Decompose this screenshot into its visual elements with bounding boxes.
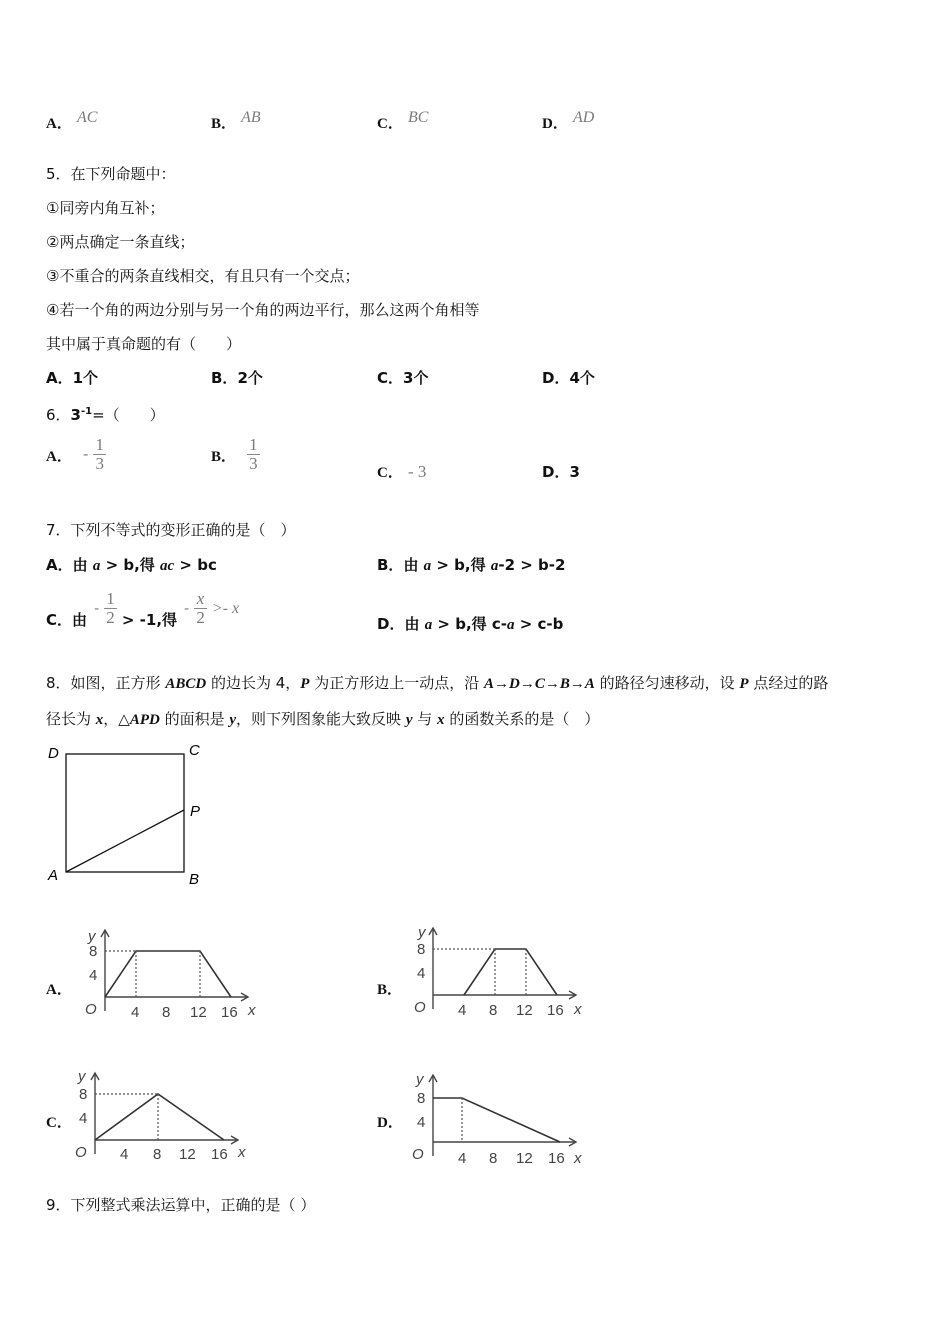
numerator: x: [194, 590, 207, 609]
q6-stem: [46, 402, 165, 425]
minus-sign: -: [94, 599, 100, 617]
text: 的面积是: [159, 710, 230, 728]
option-text: > b,得: [100, 556, 161, 574]
var-a: a: [423, 558, 432, 574]
x-tick-16: 16: [547, 1002, 564, 1019]
graph-c: [58, 1064, 258, 1164]
q8-option-c-label: C．: [46, 1115, 72, 1131]
x-tick-12: 12: [516, 1002, 533, 1019]
text: 径长为: [46, 710, 96, 728]
q5-option-a: [46, 368, 98, 388]
rhs-expression: >- x: [211, 600, 240, 617]
q5-option-b: [211, 368, 263, 388]
numerator: 1: [106, 589, 115, 608]
option-label: A．: [46, 369, 73, 387]
graph-d: [398, 1068, 598, 1168]
denominator: 2: [196, 608, 205, 627]
option-value: 1个: [72, 369, 99, 387]
q5-question: 其中属于真命题的有（ ）: [46, 335, 242, 353]
x-tick-16: 16: [221, 1004, 238, 1021]
option-label: C．: [46, 611, 73, 629]
option-label: C．: [377, 465, 403, 481]
x-tick-16: 16: [548, 1150, 565, 1167]
var: P: [300, 676, 310, 692]
x-tick-12: 12: [516, 1150, 533, 1167]
y-tick-4: 4: [417, 1114, 426, 1131]
q9-stem: 9．下列整式乘法运算中，正确的是（ ）: [46, 1196, 316, 1214]
origin-label: O: [85, 1001, 97, 1018]
text: 与: [412, 710, 438, 728]
origin-label: O: [414, 999, 426, 1016]
fraction: [247, 436, 260, 473]
origin-label: O: [75, 1144, 87, 1161]
denominator: 3: [95, 454, 104, 473]
option-value: AC: [76, 109, 98, 126]
option-label: A．: [46, 449, 72, 465]
y-axis-label: y: [88, 928, 96, 945]
option-value: AB: [241, 109, 261, 126]
q6-option-c: [377, 461, 426, 482]
text: 为正方形边上一动点，沿: [309, 674, 484, 692]
label-b: B: [189, 871, 200, 888]
denominator: 2: [106, 608, 115, 627]
q4-option-b: [211, 109, 261, 133]
square-abcd: [66, 754, 184, 872]
q8-option-b-label: B．: [377, 982, 403, 998]
x-tick-16: 16: [211, 1146, 228, 1163]
text: 点经过的路: [748, 674, 829, 692]
option-text: 由: [403, 556, 424, 574]
y-axis-label: y: [78, 1068, 86, 1085]
q5-item-2: ②两点确定一条直线；: [46, 233, 195, 251]
x-axis-label: x: [574, 1150, 582, 1167]
q7-option-d: [377, 614, 563, 635]
q6-option-b: [211, 436, 260, 473]
q5-item-3: ③不重合的两条直线相交，有且只有一个交点；: [46, 267, 360, 285]
option-label: B．: [211, 369, 238, 387]
option-label: D．: [542, 369, 570, 387]
option-text: 由: [404, 615, 425, 633]
y-tick-4: 4: [417, 965, 426, 982]
x-axis-label: x: [248, 1002, 256, 1019]
option-text: -2 > b-2: [498, 556, 566, 574]
var: x: [437, 712, 445, 728]
var: APD: [129, 712, 160, 728]
x-tick-4: 4: [458, 1002, 467, 1019]
q8-stem-line2: [46, 709, 599, 730]
var-a: a: [424, 617, 433, 633]
q8-option-d-label: D．: [377, 1115, 403, 1131]
numerator: 1: [95, 435, 104, 454]
var-a: a: [490, 558, 499, 574]
option-value: BC: [407, 109, 429, 126]
var: x: [95, 712, 104, 728]
option-label: A．: [46, 116, 72, 132]
minus-sign: -: [184, 599, 190, 617]
y-tick-8: 8: [79, 1086, 88, 1103]
option-text: > b,得: [431, 556, 491, 574]
text: ，则下列图象能大致反映: [236, 710, 406, 728]
segment-ap: [66, 810, 184, 872]
x-tick-4: 4: [120, 1146, 129, 1163]
option-text: > -1,得: [121, 611, 178, 629]
fraction: [104, 590, 117, 627]
var: y: [229, 712, 237, 728]
origin-label: O: [412, 1146, 424, 1163]
option-text: > b,得 c-: [432, 615, 507, 633]
y-tick-8: 8: [417, 941, 426, 958]
function-line: [433, 1098, 560, 1142]
y-tick-8: 8: [89, 943, 98, 960]
q4-option-c: [377, 109, 429, 133]
option-label: B．: [211, 449, 237, 465]
option-label: C．: [377, 369, 404, 387]
option-value: AD: [572, 109, 595, 126]
option-text: > c-b: [514, 615, 564, 633]
q5-item-1: ①同旁内角互补；: [46, 199, 165, 217]
graph-b: [398, 921, 598, 1021]
q8-stem-line1: [46, 673, 828, 694]
q7-option-b: [377, 555, 565, 576]
y-axis-label: y: [418, 924, 426, 941]
q8-option-a-label: A．: [46, 982, 72, 998]
q6-number: 6．: [46, 406, 71, 424]
q6-tail: =（ ）: [92, 406, 165, 424]
text: 的函数关系的是（ ）: [444, 710, 600, 728]
q5-item-4: ④若一个角的两边分别与另一个角的两边平行，那么这两个角相等: [46, 301, 480, 319]
numerator: 1: [249, 435, 258, 454]
var-a: a: [506, 617, 515, 633]
denominator: 3: [249, 454, 258, 473]
var: y: [405, 712, 413, 728]
q6-exponent: -1: [80, 406, 93, 417]
var-a: a: [92, 558, 101, 574]
function-line: [464, 949, 557, 995]
label-c: C: [189, 742, 200, 759]
var: ABCD: [165, 676, 207, 692]
y-tick-8: 8: [417, 1090, 426, 1107]
option-sign: -: [82, 444, 89, 463]
label-d: D: [48, 745, 59, 762]
x-tick-8: 8: [489, 1002, 498, 1019]
x-tick-8: 8: [153, 1146, 162, 1163]
q5-option-c: [377, 368, 428, 388]
q6-base: 3: [70, 406, 81, 424]
x-axis-label: x: [238, 1144, 246, 1161]
x-tick-8: 8: [489, 1150, 498, 1167]
q7-option-c: [46, 590, 239, 627]
var: A→D→C→B→A: [483, 676, 595, 692]
option-text: 由: [72, 556, 93, 574]
square-figure: [44, 738, 214, 890]
y-axis-label: y: [416, 1071, 424, 1088]
x-tick-4: 4: [131, 1004, 140, 1021]
x-axis-label: x: [574, 1001, 582, 1018]
y-tick-4: 4: [79, 1110, 88, 1127]
label-a: A: [48, 867, 59, 884]
y-tick-4: 4: [89, 967, 98, 984]
option-label: B．: [377, 556, 404, 574]
var-ac: ac: [160, 558, 175, 574]
function-line: [95, 1094, 224, 1140]
var: P: [739, 676, 749, 692]
option-value: 3个: [403, 369, 429, 387]
option-text: 由: [72, 611, 88, 629]
option-label: D．: [542, 116, 568, 132]
x-tick-4: 4: [458, 1150, 467, 1167]
q7-option-a: [46, 555, 217, 576]
q6-option-a: [46, 436, 106, 473]
option-label: D．: [542, 463, 570, 481]
option-label: B．: [211, 116, 237, 132]
x-tick-12: 12: [179, 1146, 196, 1163]
option-value: 2个: [237, 369, 263, 387]
fraction: [194, 590, 207, 627]
option-value: - 3: [407, 462, 427, 481]
option-value: 3: [569, 463, 580, 481]
x-tick-12: 12: [190, 1004, 207, 1021]
q4-option-d: [542, 109, 595, 133]
option-label: D．: [377, 615, 405, 633]
text: 的路径匀速移动，设: [594, 674, 740, 692]
q5-stem: 5．在下列命题中：: [46, 165, 176, 183]
q6-option-d: [542, 462, 580, 482]
option-label: C．: [377, 116, 403, 132]
q7-stem: 7．下列不等式的变形正确的是（ ）: [46, 521, 296, 539]
function-line: [105, 951, 231, 997]
option-value: 4个: [569, 369, 595, 387]
text: ，△: [103, 710, 130, 728]
label-p: P: [190, 803, 201, 820]
q4-option-a: [46, 109, 98, 133]
text: 的边长为 4，: [206, 674, 301, 692]
graph-a: [70, 925, 270, 1025]
x-tick-8: 8: [162, 1004, 171, 1021]
q5-option-d: [542, 368, 595, 388]
text: 8．如图，正方形: [46, 674, 166, 692]
fraction: [93, 436, 106, 473]
option-text: > bc: [174, 556, 217, 574]
option-label: A．: [46, 556, 73, 574]
